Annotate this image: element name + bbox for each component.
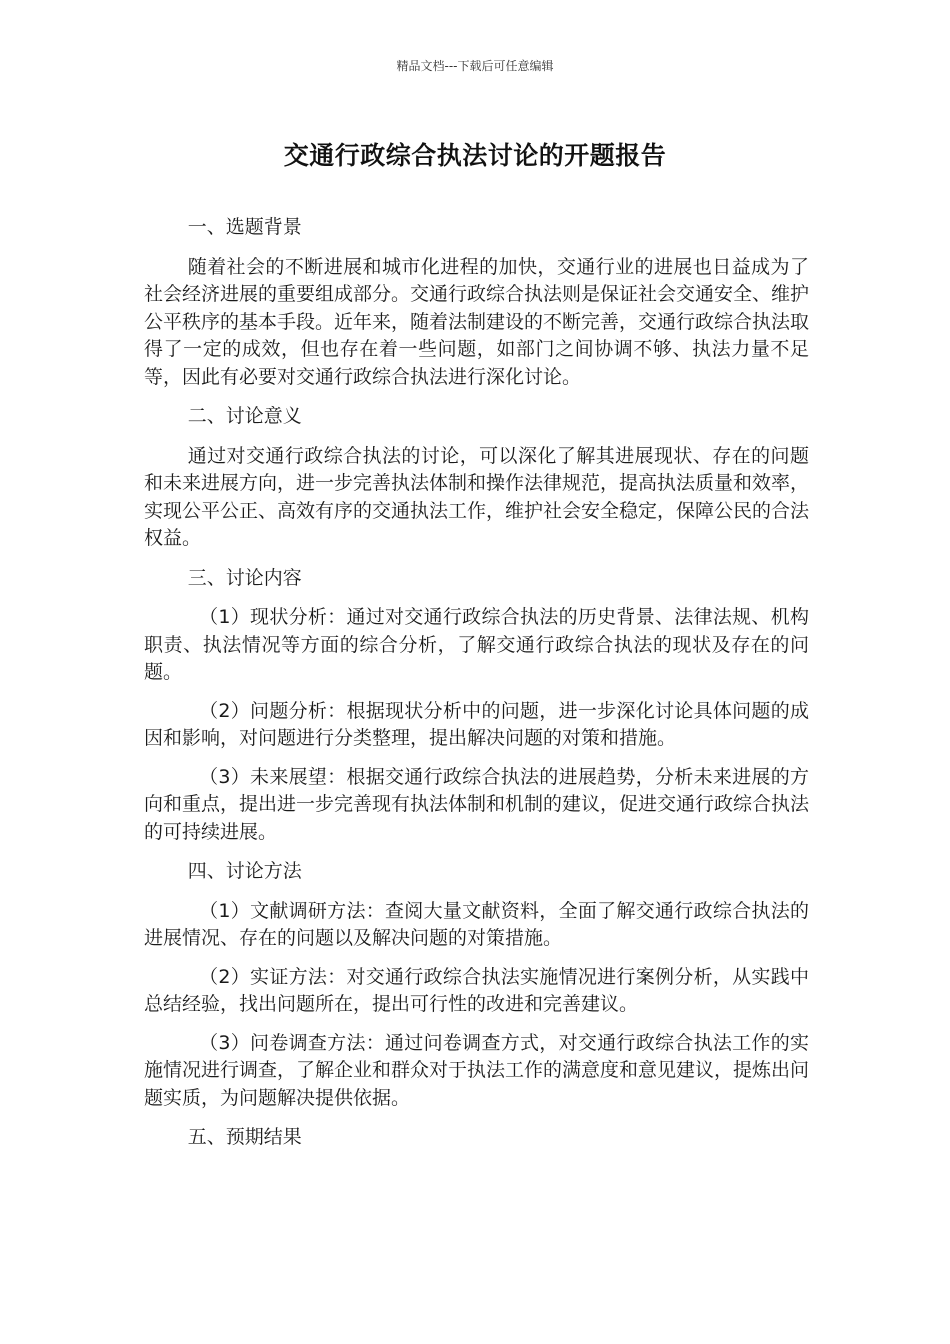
section-heading-background: 一、选题背景 <box>187 216 302 238</box>
method-item-empirical: （2）实证方法：对交通行政综合执法实施情况进行案例分析，从实践中总结经验，找出问题所在，提出可行性的改进和完善建议。 <box>144 965 809 1015</box>
document-body <box>144 214 809 1152</box>
section-heading-methods: 四、讨论方法 <box>187 860 302 882</box>
content-item-problem-analysis: （2）问题分析：根据现状分析中的问题，进一步深化讨论具体问题的成因和影响，对问题进行分类整理，提出解决问题的对策和措施。 <box>144 699 809 749</box>
running-header: 精品文档---下载后可任意编辑 <box>396 59 554 73</box>
method-item-literature: （1）文献调研方法：查阅大量文献资料，全面了解交通行政综合执法的进展情况、存在的问题以及解决问题的对策措施。 <box>144 899 809 949</box>
content-item-future-outlook: （3）未来展望：根据交通行政综合执法的进展趋势，分析未来进展的方向和重点，提出进一步完善现有执法体制和机制的建议，促进交通行政综合执法的可持续进展。 <box>144 765 810 843</box>
section-heading-significance: 二、讨论意义 <box>187 405 302 427</box>
section-heading-content: 三、讨论内容 <box>187 566 302 589</box>
content-item-status-analysis: （1）现状分析：通过对交通行政综合执法的历史背景、法律法规、机构职责、执法情况等方面的综合分析，了解交通行政综合执法的现状及存在的问题。 <box>144 606 809 683</box>
document-title: 交通行政综合执法讨论的开题报告 <box>283 141 667 170</box>
method-item-questionnaire: （3）问卷调查方法：通过问卷调查方式，对交通行政综合执法工作的实施情况进行调查，了解企业和群众对于执法工作的满意度和意见建议，提炼出问题实质，为问题解决提供依据。 <box>144 1031 810 1109</box>
paragraph-significance: 通过对交通行政综合执法的讨论，可以深化了解其进展现状、存在的问题和未来进展方向，进一步完善执法体制和操作法律规范，提高执法质量和效率，实现公平公正、高效有序的交通执法工作，维护社会安全稳定，保障公民的合法权益。 <box>144 444 810 549</box>
paragraph-background: 随着社会的不断进展和城市化进程的加快，交通行业的进展也日益成为了社会经济进展的重要组成部分。交通行政综合执法则是保证社会交通安全、维护公平秩序的基本手段。近年来，随着法制建设的不断完善，交通行政综合执法取得了一定的成效，但也存在着一些问题，如部门之间协调不够、执法力量不足等，因此有必要对交通行政综合执法进行深化讨论。 <box>144 255 810 388</box>
section-heading-expected-results: 五、预期结果 <box>187 1126 302 1148</box>
